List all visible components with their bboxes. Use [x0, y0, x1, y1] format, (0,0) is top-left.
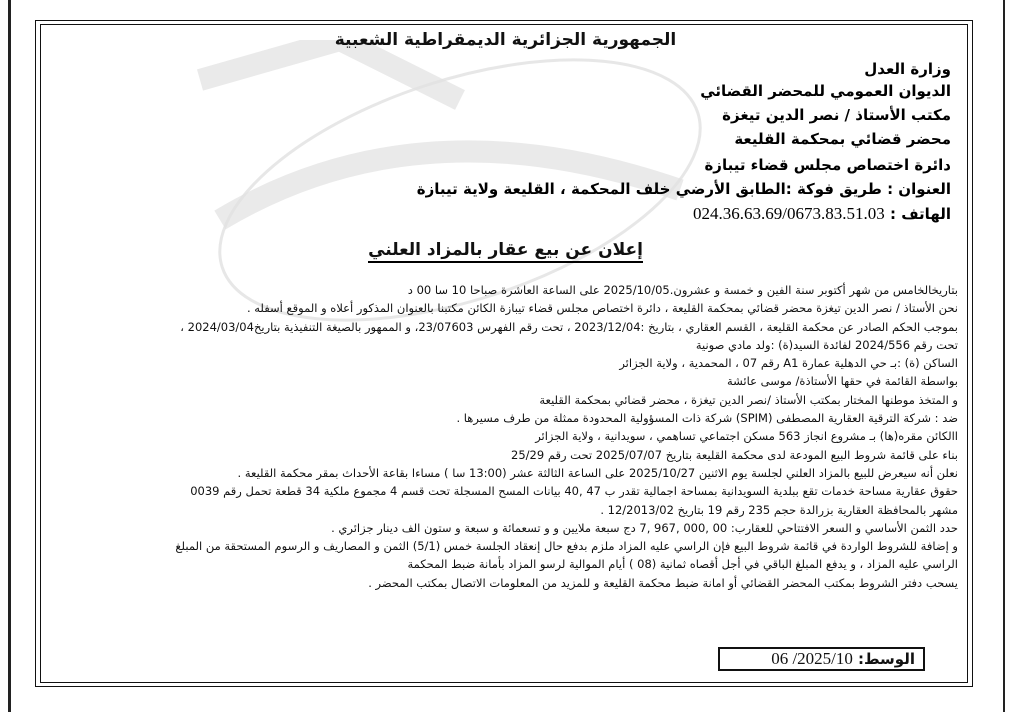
notice-title	[0, 240, 1011, 260]
body-line: نعلن أنه سيعرض للبيع بالمزاد العلني لجلسة يوم الاثنين 2025/10/27 على الساعة الثالثة عشر (13:00 سا ) مساءا بقاعة الأحداث بمقر محكمة القليعة .	[237, 465, 958, 480]
publication-label: الوسط:	[858, 650, 915, 668]
body-line: حدد الثمن الأساسي و السعر الافتتاحي للعقارب: 00 ,000 ,967 ,7 دج سبعة ملايين و و تسعمائة و سبعة و ستون الف دينار جزائري .	[331, 520, 958, 535]
body-line: و إضافة للشروط الواردة في قائمة شروط البيع فإن الراسي عليه المزاد ملزم بدفع حال إنعقاد الجلسة خمس (5/1) الثمن و المصاريف و الرسوم المستحقة من المبلغ	[175, 539, 958, 554]
phone-value: 024.36.63.69/0673.83.51.03	[693, 204, 885, 223]
right-border-rule	[1003, 0, 1005, 712]
body-line: الراسي عليه المزاد ، و يدفع المبلغ الباقي في أجل أقصاه ثمانية (08 ) أيام الموالية لرسو المزاد بأمانة ضبط المحكمة	[407, 557, 958, 572]
body-line: بواسطة القائمة في حقها الأستاذة/ موسى عائشة	[726, 374, 958, 389]
address-value: طريق فوكة :الطابق الأرضي خلف المحكمة ، القليعة ولاية تيبازة	[416, 180, 882, 198]
body-line: مشهر بالمحافظة العقارية بزرالدة حجم 235 رقم 19 بتاريخ 12/2013/02 .	[600, 502, 958, 517]
left-border-rule	[8, 0, 11, 712]
phone-line	[693, 204, 951, 224]
body-line: الساكن (ة) :بـ حي الدهلية عمارة A1 رقم 07 ، المحمدية ، ولاية الجزائر	[619, 356, 958, 371]
jurisdiction-line: دائرة اختصاص مجلس قضاء تيبازة	[704, 156, 951, 174]
address-label: العنوان :	[887, 180, 951, 198]
body-line: يسحب دفتر الشروط بمكتب المحضر القضائي أو امانة ضبط محكمة القليعة و للمزيد من المعلومات الاتصال بمكتب المحضر .	[368, 575, 958, 590]
body-line: و المتخذ موطنها المختار بمكتب الأستاذ /نصر الدين تيغزة ، محضر قضائي بمحكمة القليعة	[539, 392, 958, 407]
body-line: بناء على قائمة شروط البيع المودعة لدى محكمة القليعة بتاريخ 2025/07/07 تحت رقم 25/29	[511, 447, 958, 462]
bailiff-line: مكتب الأستاذ / نصر الدين تيغزة	[722, 106, 951, 124]
body-line: االكائن مقره(ها) بـ مشروع انجاز 563 مسكن اجتماعي تساهمي ، سويدانية ، ولاية الجزائر	[535, 429, 958, 444]
office-line: الديوان العمومي للمحضر القضائي	[700, 82, 951, 100]
notice-body	[48, 281, 958, 592]
republic-title: الجمهورية الجزائرية الديمقراطية الشعبية	[334, 30, 677, 50]
notice-title-text: إعلان عن بيع عقار بالمزاد العلني	[368, 240, 643, 263]
ministry-line: وزارة العدل	[864, 60, 951, 78]
body-line: ضد : شركة الترقية العقارية المصطفى (SPIM) شركة ذات المسؤولية المحدودة ممثلة من طرف مسيرها .	[456, 411, 958, 426]
body-line: بموجب الحكم الصادر عن محكمة القليعة ، القسم العقاري ، بتاريخ :2023/12/04 ، تحت رقم الفهرس 23/07603، و الممهور بالصيغة التنفيذية بتاريخ2024/03/04 ،	[180, 319, 958, 334]
address-line	[417, 180, 951, 198]
body-line: تحت رقم 2024/556 لفائدة السيد(ة) :ولد مادي صونية	[695, 337, 958, 352]
publication-date: 2025/10/ 06	[771, 649, 853, 668]
phone-label: الهاتف :	[889, 205, 951, 223]
body-line: بتاريخالخامس من شهر أكتوبر سنة الفين و خمسة و عشرون.2025/10/05 على الساعة العاشرة صباحا 10 سا 00 د	[407, 283, 958, 297]
publication-date-box	[718, 647, 925, 671]
body-line: نحن الأستاذ / نصر الدين تيغزة محضر قضائي بمحكمة القليعة ، دائرة اختصاص مجلس قضاء تيبازة الكائن مكتبنا بالعنوان المذكور أعلاه و الموقع أسفله .	[246, 301, 958, 316]
court-line: محضر قضائي بمحكمة القليعة	[734, 130, 951, 148]
body-line: حقوق عقارية مساحة خدمات تقع ببلدية السويدانية بمساحة اجمالية تقدر ب 47 ,40 بيانات المسح المسجلة تحت قسم 4 مجموع ملكية 34 قطعة تحمل رقم 0039	[190, 484, 958, 499]
